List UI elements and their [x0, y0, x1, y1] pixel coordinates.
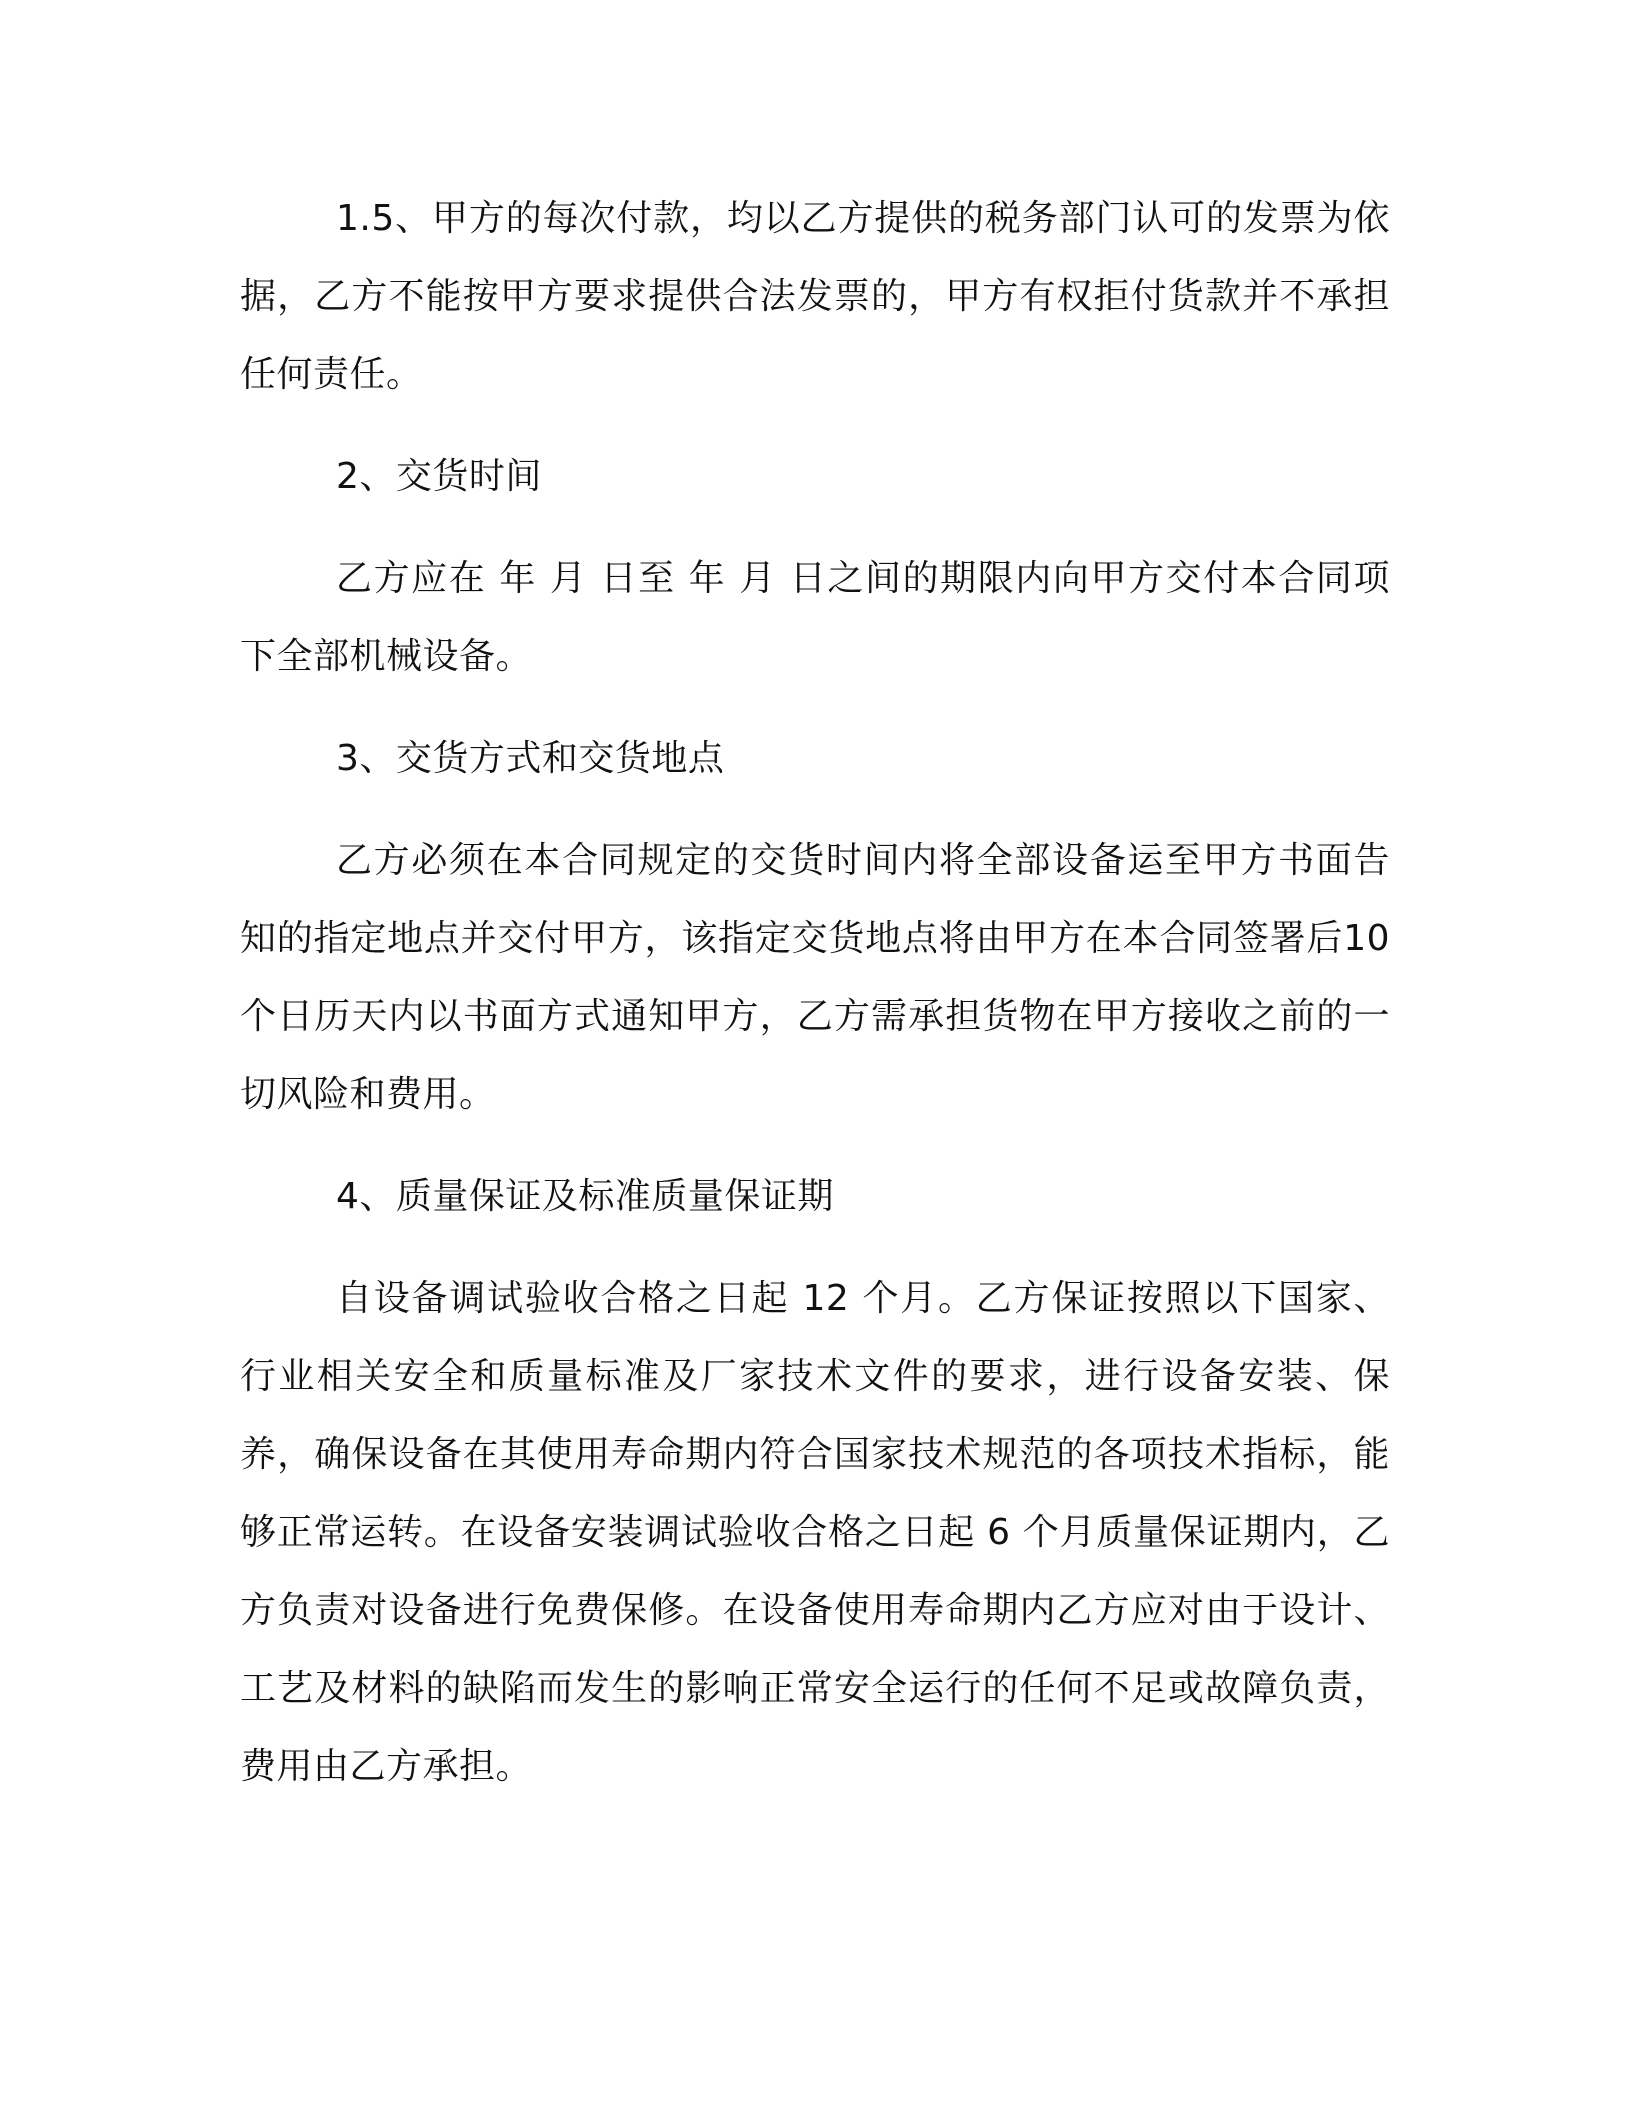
clause-delivery-method: 乙方必须在本合同规定的交货时间内将全部设备运至甲方书面告知的指定地点并交付甲方，该指定交货地点将由甲方在本合同签署后10 个日历天内以书面方式通知甲方，乙方需承担货物在甲方接收之前的一切风险和费用。	[240, 840, 1390, 1115]
clause-quality-warranty: 自设备调试验收合格之日起 12 个月。乙方保证按照以下国家、行业相关安全和质量标准及厂家技术文件的要求，进行设备安装、保养，确保设备在其使用寿命期内符合国家技术规范的各项技术指标，能够正常运转。在设备安装调试验收合格之日起 6 个月质量保证期内，乙方负责对设备进行免费保修。在设备使用寿命期内乙方应对由于设计、工艺及材料的缺陷而发生的影响正常安全运行的任何不足或故障负责，费用由乙方承担。	[240, 1278, 1390, 1787]
document-body	[240, 180, 1390, 1806]
heading-delivery-method: 3、交货方式和交货地点	[336, 738, 725, 779]
heading-delivery-time: 2、交货时间	[336, 456, 542, 497]
clause-1-5-payment: 1.5、甲方的每次付款，均以乙方提供的税务部门认可的发票为依据，乙方不能按甲方要求提供合法发票的，甲方有权拒付货款并不承担任何责任。	[240, 198, 1390, 395]
clause-delivery-time: 乙方应在 年 月 日至 年 月 日之间的期限内向甲方交付本合同项下全部机械设备。	[240, 558, 1390, 677]
heading-quality-warranty: 4、质量保证及标准质量保证期	[336, 1176, 834, 1217]
